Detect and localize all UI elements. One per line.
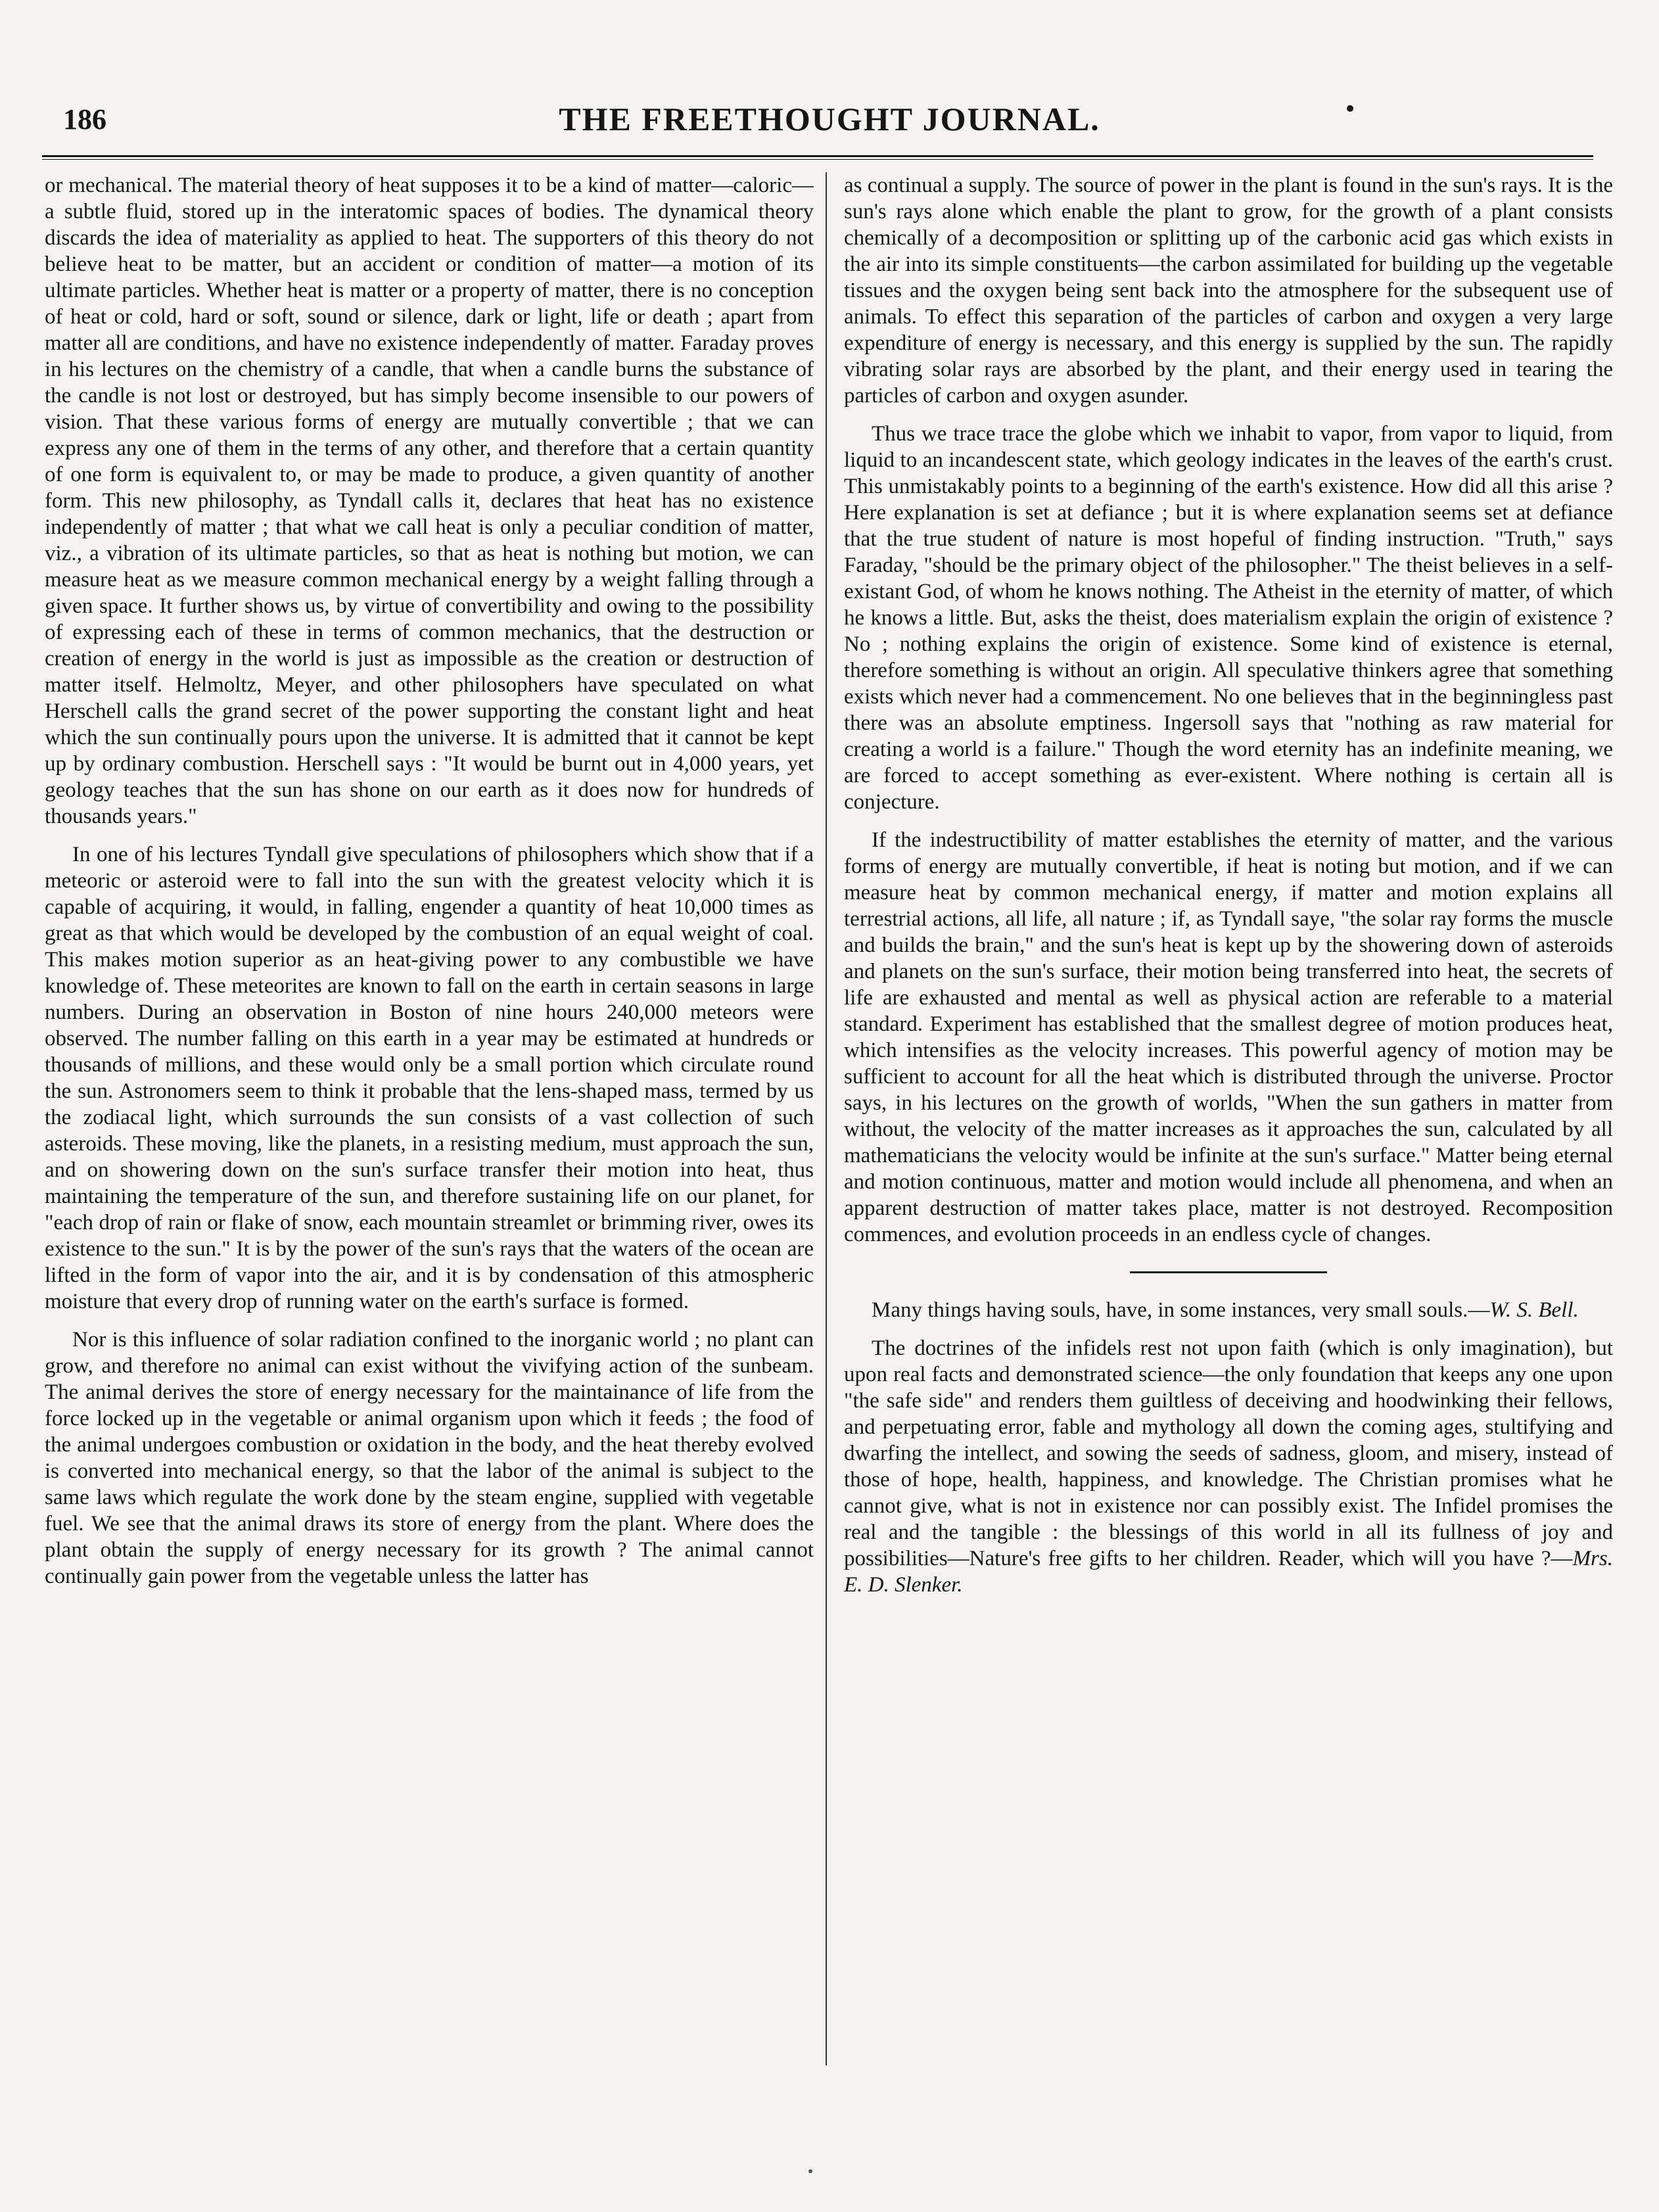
page-number: 186 [63, 103, 106, 135]
right-paragraph-3: If the indestructibility of matter establishes the eternity of matter, and the various forms of energy are mutually convertible, if heat is noting but motion, and if we can measure heat by common mechanical energy, if matter and motion explains all terrestrial actions, all life, all nature ; if, as Tyndall saye, "the solar ray forms the muscle and builds the brain," and the sun's heat is kept up by the showering down of asteroids and planets on the sun's surface, their motion being transferred into heat, the secrets of life are exhausted and mental as well as physical action are referable to a material standard. Experiment has established that the smallest degree of motion produces heat, which intensifies as the velocity increases. This powerful agency of motion may be sufficient to account for all the heat which is distributed through the universe. Proctor says, in his lectures on the growth of worlds, "When the sun gathers in matter from without, the velocity of the matter increases as it approaches the sun, calculated by all mathematicians the velocity would be infinite at the sun's surface." Matter being eternal and motion continuous, matter and motion would include all phenomena, and when an apparent destruction of matter takes place, matter is not destroyed. Recomposition commences, and evolution proceeds in an endless cycle of changes. [844, 828, 1613, 1246]
right-paragraph-2: Thus we trace trace the globe which we inhabit to vapor, from vapor to liquid, from liquid to an incandescent state, which geology indicates in the leaves of the earth's crust. This unmistakably points to a beginning of the earth's existence. How did all this arise ? Here explanation is set at defiance ; but it is where explanation seems set at defiance that the true student of nature is most hopeful of finding instruction. "Truth," says Faraday, "should be the primary object of the philosopher." The theist believes in a self-existant God, of whom he knows nothing. The Atheist in the eternity of matter, of which he knows a little. But, asks the theist, does materialism explain the origin of existence ? No ; nothing explains the origin of existence. Some kind of existence is eternal, therefore something is without an origin. All speculative thinkers agree that something exists which never had a commencement. No one believes that in the beginningless past there was an absolute emptiness. Ingersoll says that "nothing as raw material for creating a world is a failure." Though the word eternity has an indefinite meaning, we are forced to accept something as ever-existent. Where nothing is certain all is conjecture. [844, 422, 1613, 814]
header-dot-mark [1347, 105, 1353, 112]
quote-slenker-text: The doctrines of the infidels rest not upon faith (which is only imagination), but upon real facts and demonstrated science—the only foundation that keeps any one upon "the safe side" and renders them guiltless of deceiving and hoodwinking their fellows, and perpetuating error, fable and mythology all down the coming ages, stultifying and dwarfing the intellect, and sowing the seeds of sadness, gloom, and misery, instead of those of hope, health, happiness, and knowledge. The Christian promises what he cannot give, what is not in existence nor can possibly exist. The Infidel promises the real and the tangible : the blessings of this world in all its fullness of joy and possibilities—Nature's free gifts to her children. Reader, which will you have ?— [844, 1336, 1613, 1570]
left-paragraph-2: In one of his lectures Tyndall give speculations of philosophers which show that if a meteoric or asteroid were to fall into the sun with the greatest velocity which it is capable of acquiring, it would, in falling, engender a quantity of heat 10,000 times as great as that which would be developed by the combustion of an equal weight of coal. This makes motion superior as an heat-giving power to any combustible we have knowledge of. These meteorites are known to fall on the earth in certain seasons in large numbers. During an observation in Boston of nine hours 240,000 meteors were observed. The number falling on this earth in a year may be estimated at hundreds or thousands of millions, and these would only be a small portion which circulate round the sun. Astronomers seem to think it probable that the lens-shaped mass, termed by us the zodiacal light, which surrounds the sun consists of a vast collection of such asteroids. These moving, like the planets, in a resisting medium, must approach the sun, and on showering down on the sun's surface transfer their motion into heat, thus maintaining the temperature of the sun, and therefore sustaining life on our planet, for "each drop of rain or flake of snow, each mountain streamlet or brimming river, owes its existence to the sun." It is by the power of the sun's rays that the waters of the ocean are lifted in the form of vapor into the air, and it is by condensation of this atmospheric moisture that every drop of running water on the earth's surface is formed. [45, 843, 814, 1313]
quote-slenker [844, 1335, 1613, 1598]
journal-title: THE FREETHOUGHT JOURNAL. [559, 101, 1100, 137]
left-column [45, 172, 814, 2079]
left-paragraph-3: Nor is this influence of solar radiation confined to the inorganic world ; no plant can grow, and therefore no animal can exist without the vivifying action of the sunbeam. The animal derives the store of energy necessary for the maintainance of life from the force locked up in the vegetable or animal organism upon which it feeds ; the food of the animal undergoes combustion or oxidation in the body, and the heat thereby evolved is converted into mechanical energy, so that the labor of the animal is subject to the same laws which regulate the work done by the steam engine, supplied with vegetable fuel. We see that the animal draws its store of energy from the plant. Where does the plant obtain the supply of energy necessary for its growth ? The animal cannot continually gain power from the vegetable unless the latter has [45, 1328, 814, 1588]
quote-bell-attribution: W. S. Bell. [1489, 1298, 1579, 1322]
header-rule [42, 155, 1593, 157]
header-rule-thin [42, 159, 1593, 160]
right-paragraph-1: as continual a supply. The source of power in the plant is found in the sun's rays. It is the sun's rays alone which enable the plant to grow, for the growth of a plant consists chemically of a decomposition or splitting up of the carbonic acid gas which exists in the air into its simple constituents—the carbon assimilated for building up the vegetable tissues and the oxygen being sent back into the atmosphere for the subsequent use of animals. To effect this separation of the particles of carbon and oxygen a very large expenditure of energy is necessary, and this energy is supplied by the sun. The rapidly vibrating solar rays are absorbed by the plant, and their energy used in tearing the particles of carbon and oxygen asunder. [844, 174, 1613, 408]
bottom-mark [808, 2169, 812, 2173]
column-divider [826, 172, 827, 2065]
page-header [0, 0, 1659, 151]
quote-bell-text: Many things having souls, have, in some instances, very small souls.— [872, 1298, 1490, 1322]
section-divider [1130, 1271, 1327, 1273]
right-column [844, 172, 1613, 2079]
left-paragraph-1: or mechanical. The material theory of heat supposes it to be a kind of matter—caloric—a subtle fluid, stored up in the interatomic spaces of bodies. The dynamical theory discards the idea of materiality as applied to heat. The supporters of this theory do not believe heat to be matter, but an accident or condition of matter—a motion of its ultimate particles. Whether heat is matter or a property of matter, there is no conception of heat or cold, hard or soft, sound or silence, dark or light, life or death ; apart from matter all are conditions, and have no existence independently of matter. Faraday proves in his lectures on the chemistry of a candle, that when a candle burns the substance of the candle is not lost or destroyed, but has simply become insensible to our powers of vision. That these various forms of energy are mutually convertible ; that we can express any one of them in the terms of any other, and therefore that a certain quantity of one form is equivalent to, or may be made to produce, a given quantity of another form. This new philosophy, as Tyndall calls it, declares that heat has no existence independently of matter ; that what we call heat is only a peculiar condition of matter, viz., a vibration of its ultimate particles, so that as heat is nothing but motion, we can measure heat as we measure common mechanical energy by a weight falling through a given space. It further shows us, by virtue of convertibility and owing to the possibility of expressing each of these in terms of common mechanics, that the destruction or creation of energy in the world is just as impossible as the creation or destruction of matter itself. Helmoltz, Meyer, and other philosophers have speculated on what Herschell calls the grand secret of the power supporting the constant light and heat which the sun continually pours upon the universe. It is admitted that it cannot be kept up by ordinary combustion. Herschell says : "It would be burnt out in 4,000 years, yet geology teaches that the sun has shone on our earth as it does now for hundreds of thousands years." [45, 174, 814, 828]
quote-bell [844, 1297, 1613, 1323]
quote-slenker-attribution: Mrs. E. D. Slenker. [844, 1547, 1613, 1597]
